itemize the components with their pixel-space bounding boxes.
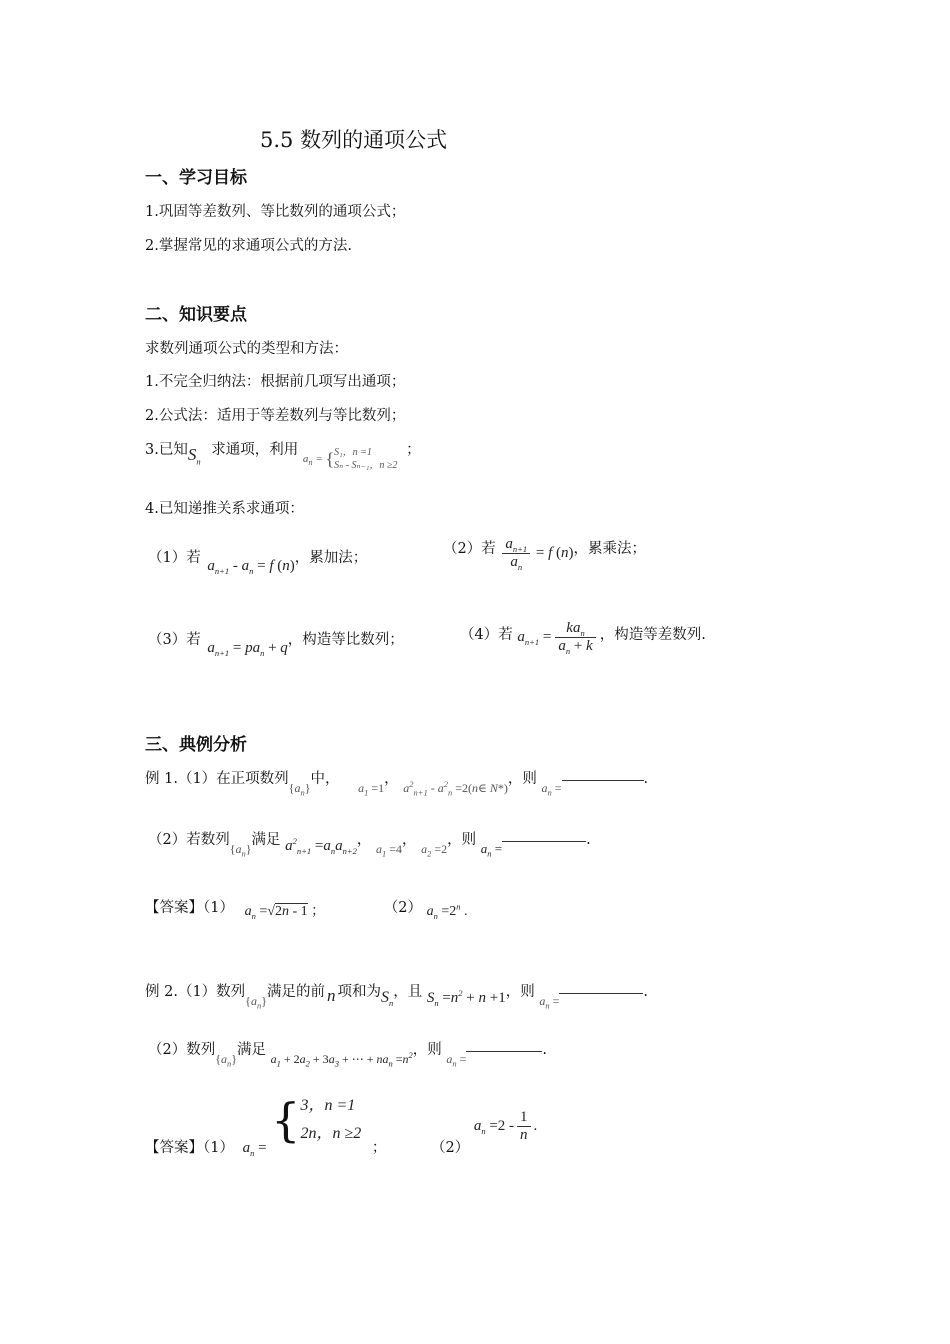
answer-blank[interactable] [562, 778, 644, 781]
case-1-label: （1）若 [148, 550, 201, 566]
period: . [542, 1042, 548, 1058]
answer-2-2: $a_n =2$ - $\frac{1}{n}$ . [473, 1109, 538, 1144]
answer-1-2: $a_n =2^n$ . [426, 901, 468, 921]
method-3-label: 3.已知 [145, 442, 188, 458]
case-2-label: （2）若 [443, 540, 496, 557]
example-1-part-2: （2）若数列$_{\{a_n\}}$满足 $a^2_{n+1} =a_na_{n+2}$， $_{a_1 =4}$， $_{a_2 =2}$，则 $a_n$ =. [148, 832, 591, 859]
example-2-answer: 【答案】（1） $a_n$ = { 3，n =1 2n，n ≥2 ； （2） $a_n =2$ - $\frac{1}{n}$ . [145, 1093, 538, 1158]
case-3-label: （3）若 [148, 632, 201, 648]
example-1-part-2-mid: 满足 [251, 832, 281, 848]
example-2-label: 例 2.（1）数列 [145, 984, 246, 1000]
formula-a2-eq-2: a2 =2 [421, 842, 448, 859]
answer-2-1-cases [300, 1092, 361, 1148]
knowledge-intro: 求数列通项公式的类型和方法： [145, 341, 348, 357]
answer-1-1: $a_n =√2n - 1$ ； [244, 904, 326, 921]
period: . [643, 984, 648, 1000]
formula-an-eq: an = [446, 1052, 467, 1069]
case-3-tail: ，构造等比数列； [287, 632, 404, 648]
formula-sn: $S_n$ [380, 989, 394, 1009]
recurrence-case-3 [148, 628, 404, 658]
answer-part-2-label: （2） [430, 1140, 470, 1156]
example-2-then: ，则 [505, 984, 535, 1000]
formula-add: $a_{n+1} - a_n = f$ (n) [207, 558, 295, 576]
answer-blank[interactable] [502, 839, 586, 842]
recurrence-case-4 [460, 620, 706, 655]
answer-2-1-lhs: $a_n$ = [242, 1140, 267, 1158]
case-2: Sₙ - Sₙ₋₁，n ≥2 [334, 460, 398, 472]
method-3-mid: 求通项，利用 [211, 442, 299, 458]
formula-seq-an: {an} [229, 842, 252, 859]
case-1: S₁，n =1 [334, 447, 372, 459]
example-1-then: ，则 [507, 771, 537, 787]
formula-an-eq: an = [541, 781, 562, 798]
brace: { [271, 1093, 301, 1147]
formula-a1-eq-1: a1 =1 [358, 781, 385, 798]
method-2: 2.公式法：适用于等差数列与等比数列； [145, 408, 406, 424]
period: . [643, 771, 649, 787]
formula-an-cases: an = { S₁，n =1 Sₙ - Sₙ₋₁，n ≥2 [302, 447, 398, 472]
answer-part-2-label: （2） [383, 900, 422, 916]
answer-label: 【答案】（1） [145, 900, 234, 916]
case-4-tail: ，构造等差数列. [599, 626, 706, 643]
period: . [586, 832, 591, 848]
answer-label: 【答案】（1） [145, 1140, 234, 1156]
example-2-and: ，且 [393, 984, 423, 1000]
section-heading-knowledge: 二、知识要点 [145, 305, 247, 325]
example-1-part-2-label: （2）若数列 [148, 832, 230, 848]
example-2-part-2-then: ，则 [412, 1042, 442, 1058]
case-1-tail: ，累加法； [294, 550, 368, 566]
formula-geo-mean: $a^2_{n+1} =a_na_{n+2}$ [285, 836, 357, 856]
section-heading-goals: 一、学习目标 [145, 168, 247, 188]
formula-an-eq: an = [539, 994, 560, 1011]
formula-an-eq: $a_n$ = [480, 841, 503, 859]
recurrence-case-1 [148, 546, 368, 576]
formula-sn-def: $S_n =n^2 + n +1$ [426, 988, 506, 1008]
goal-2: 2.掌握常见的求通项公式的方法. [145, 238, 352, 254]
example-2-mid2: 项和为 [337, 984, 381, 1000]
example-1-answer [145, 896, 468, 921]
goal-1: 1.巩固等差数列、等比数列的通项公式； [145, 204, 406, 220]
formula-mult: $\frac{a_{n+1}}{a_n}$ = f (n) [500, 545, 573, 561]
answer-blank[interactable] [466, 1049, 542, 1052]
example-1-part-2-then: ，则 [447, 832, 477, 848]
example-2-part-2-label: （2）数列 [148, 1042, 216, 1058]
answer-case-1: 3，n =1 [300, 1097, 356, 1114]
formula-seq-an: {an} [288, 781, 311, 798]
example-2-part-2-mid: 满足 [237, 1042, 267, 1058]
case-2-tail: ，累乘法； [573, 540, 646, 557]
answer-case-2: 2n，n ≥2 [300, 1125, 362, 1142]
example-2-part-1 [145, 980, 648, 1011]
formula-geo: $a_{n+1} = pa_n + q$ [207, 640, 288, 658]
formula-weighted-sum: a1 + 2a2 + 3a3 + ⋯ + nan =n2 [270, 1050, 413, 1069]
example-1-mid: 中， [310, 771, 340, 787]
section-heading-examples: 三、典例分析 [145, 735, 247, 755]
formula-a1-eq-4: a1 =4 [375, 842, 402, 859]
answer-blank[interactable] [559, 991, 643, 994]
recurrence-case-2 [443, 536, 646, 571]
formula-n: n [326, 986, 336, 1005]
case-4-label: （4）若 [460, 626, 513, 643]
example-1-label: 例 1.（1）在正项数列 [145, 771, 289, 787]
formula-seq-an: {an} [215, 1052, 238, 1069]
formula-seq-an: {an} [245, 994, 267, 1011]
formula-sn: $S_n$ [187, 445, 201, 467]
formula-arith: $a_{n+1}$ = $\frac{ka_n}{a_n + k}$ [517, 629, 599, 645]
example-1-part-1: 例 1.（1）在正项数列$_{\{a_n\}}$中， $_{a_1 =1}$， $_{a^2_{n+1} - a^2_n =2(n\in N*)}$，则 $_{a_n =}$. [145, 771, 649, 798]
example-2-mid: 满足的前 [266, 984, 325, 1000]
method-1: 1.不完全归纳法：根据前几项写出通项； [145, 374, 406, 390]
method-3-end: ； [406, 442, 421, 458]
method-4: 4.已知递推关系求通项： [145, 501, 304, 517]
formula-square-diff: a2n+1 - a2n =2(n∈ N*) [403, 779, 508, 798]
page-title: 5.5 数列的通项公式 [260, 128, 448, 152]
